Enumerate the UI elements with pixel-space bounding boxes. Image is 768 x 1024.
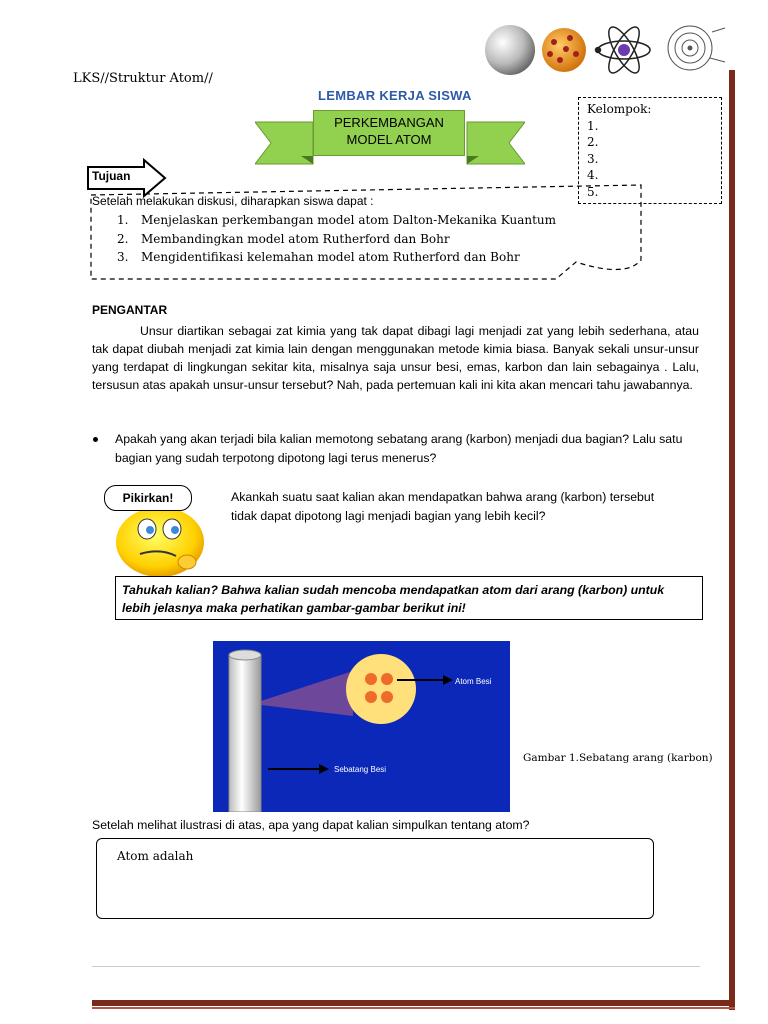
banner-title (313, 110, 465, 156)
goal-item (117, 230, 556, 249)
goal-item (117, 248, 556, 267)
page-border-bottom-accent (92, 1007, 735, 1009)
banner-line-1: PERKEMBANGAN (334, 115, 444, 130)
kelompok-item: 1. (587, 118, 599, 133)
page-border-bottom (92, 1000, 735, 1006)
tujuan-intro: Setelah melakukan diskusi, diharapkan siswa dapat : (92, 194, 374, 208)
tujuan-label: Tujuan (92, 169, 131, 183)
pikirkan-bubble: Pikirkan! (104, 485, 192, 511)
figure-illustration (213, 641, 510, 812)
goal-item (117, 211, 556, 230)
bullet-question: Apakah yang akan terjadi bila kalian memotong sebatang arang (karbon) menjadi dua bagian? Lalu satu bagian yang sudah terpotong dipotong lagi terus menerus? (115, 432, 683, 465)
atom-models-illustration (480, 18, 740, 78)
pengantar-text: Unsur diartikan sebagai zat kimia yang tak dapat dibagi lagi menjadi zat yang lebih sederhana, atau tak dapat diubah menjadi zat kimia lain dengan menggunakan metode kimia biasa. Banyak sekali unsur-unsur yang terdapat di lingkungan sekitar kita, misalnya saja unsur besi, emas, karbon dan lain sebagainya . Lalu, tersusun atas apakah unsur-unsur tersebut? Nah, pada pertemuan kali ini kita akan mencari tahu jawabannya. (92, 324, 699, 392)
footer-divider (92, 966, 700, 967)
figure-carbon-rod (213, 641, 510, 812)
answer-field[interactable] (96, 838, 654, 919)
rod-label: Sebatang Besi (334, 765, 387, 774)
page-title: LEMBAR KERJA SISWA (318, 88, 472, 103)
banner-line-2: MODEL ATOM (346, 132, 432, 147)
goal-text: Mengidentifikasi kelemahan model atom Rutherford dan Bohr (141, 250, 520, 264)
kelompok-item: 5. (587, 184, 599, 199)
answer-prompt: Atom adalah (117, 849, 194, 863)
header-label: LKS//Struktur Atom// (73, 71, 213, 86)
figure-caption: Gambar 1.Sebatang arang (karbon) (523, 752, 713, 764)
kelompok-item: 4. (587, 168, 599, 182)
thomson-model-icon (542, 28, 586, 72)
callout-box: Tahukah kalian? Bahwa kalian sudah mencoba mendapatkan atom dari arang (karbon) untuk lebih jelasnya maka perhatikan gambar-gambar berikut ini! (115, 576, 703, 620)
pengantar-heading: PENGANTAR (92, 303, 168, 317)
bohr-model-icon (668, 26, 725, 70)
goal-number: 1. (117, 213, 129, 227)
kelompok-item: 2. (587, 135, 599, 149)
atom-label: Atom Besi (455, 677, 492, 686)
page-border-right (729, 70, 735, 1010)
conclusion-question: Setelah melihat ilustrasi di atas, apa yang dapat kalian simpulkan tentang atom? (92, 818, 530, 832)
bullet-icon (93, 437, 98, 442)
kelompok-label: Kelompok: (587, 102, 652, 116)
goal-text: Menjelaskan perkembangan model atom Dalton-Mekanika Kuantum (141, 213, 557, 227)
goal-number: 2. (117, 231, 129, 246)
rutherford-model-icon (596, 23, 651, 77)
pikirkan-text: Akankah suatu saat kalian akan mendapatkan bahwa arang (karbon) tersebut tidak dapat dipotong lagi menjadi bagian yang lebih kecil? (231, 490, 655, 523)
thinking-smiley-icon (110, 502, 210, 580)
pengantar-paragraph (92, 322, 699, 394)
dalton-model-icon (485, 25, 535, 75)
goals-list (117, 211, 556, 267)
goal-number: 3. (117, 250, 129, 264)
goal-text: Membandingkan model atom Rutherford dan Bohr (141, 231, 450, 246)
kelompok-item: 3. (587, 151, 599, 166)
